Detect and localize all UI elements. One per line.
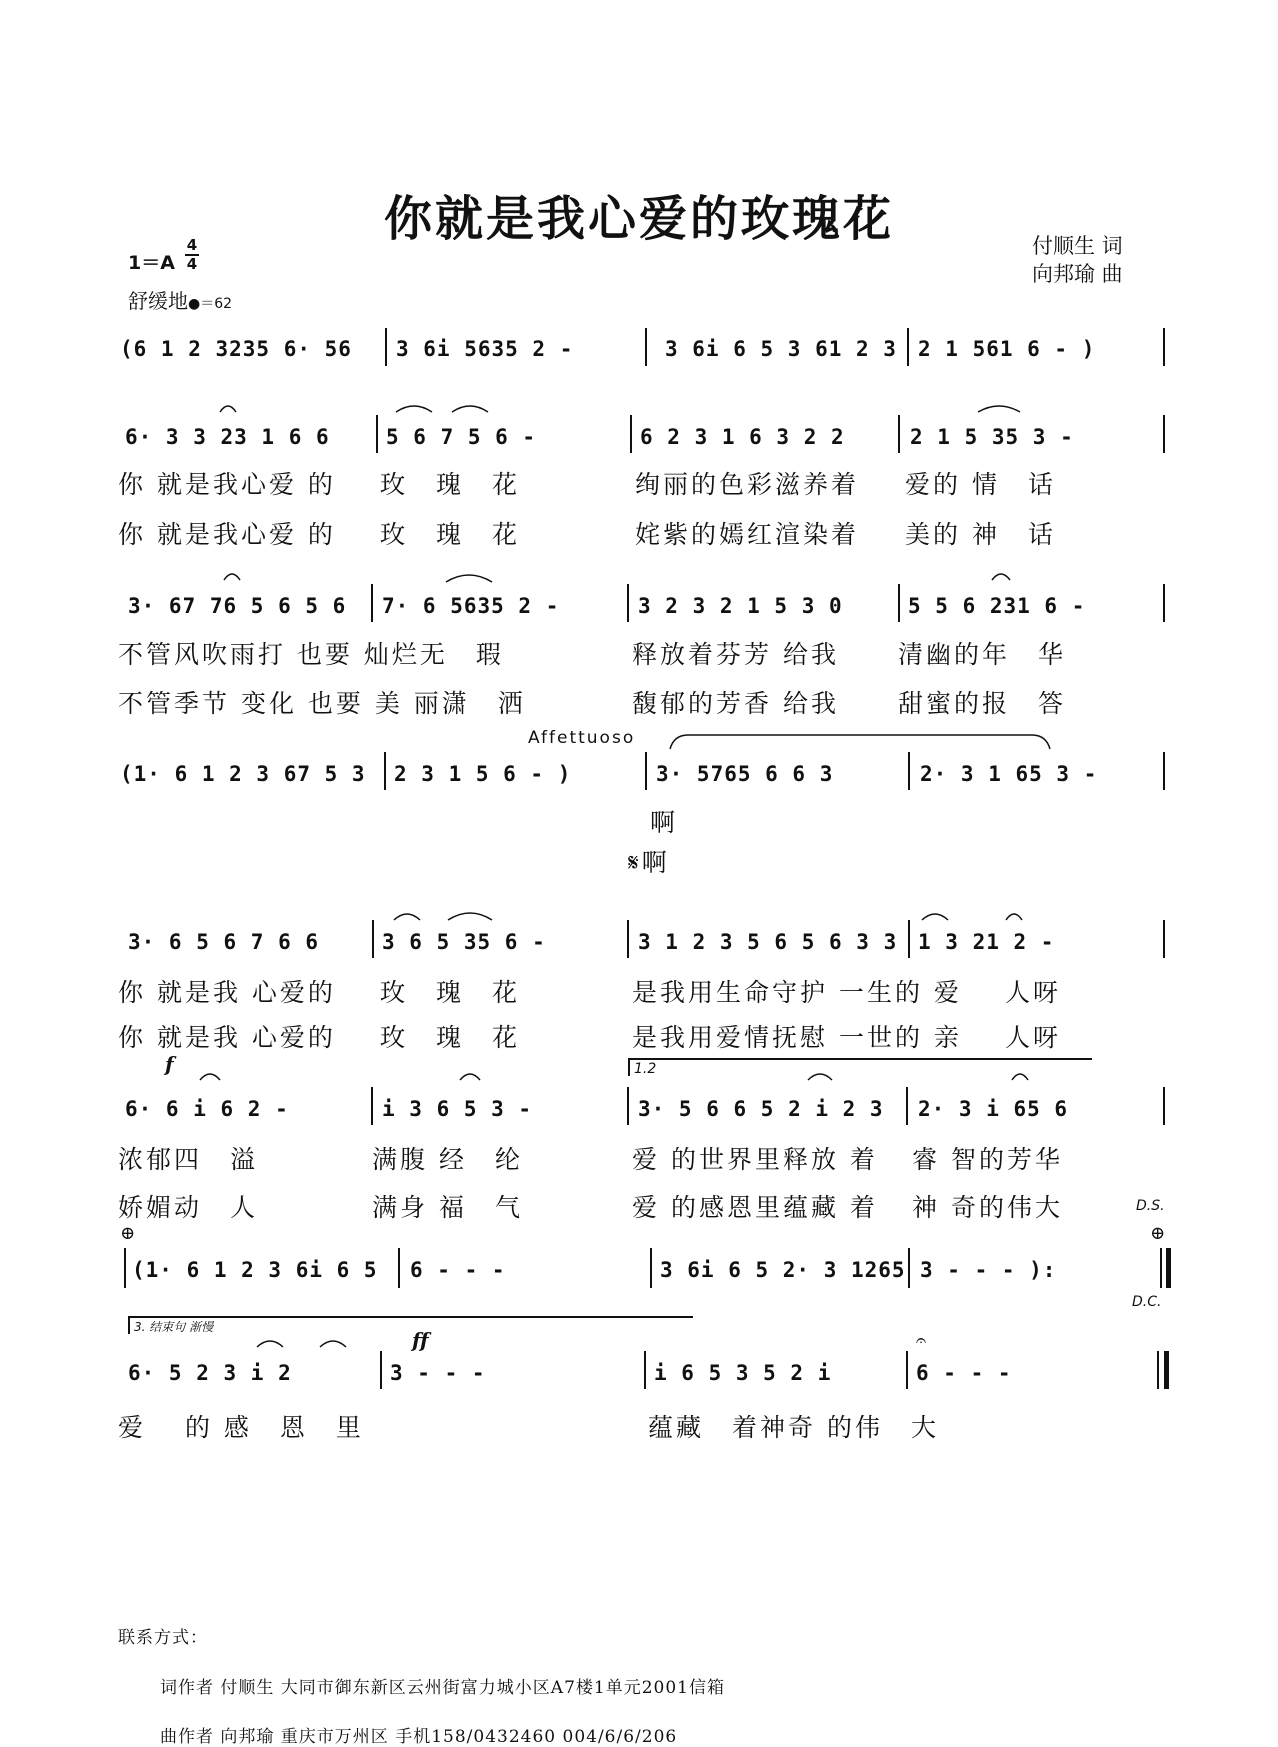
slur: [394, 400, 434, 414]
fermata-slur: [990, 568, 1012, 582]
lyric-verse-1: 玫 瑰 花: [380, 978, 521, 1007]
lyric-verse-2: 不管季节 变化 也要 美 丽潇 洒: [118, 689, 526, 718]
lyric-verse-1: 释放着芬芳 给我: [632, 640, 839, 669]
barline: [1163, 415, 1165, 453]
fermata-slur: [1010, 1068, 1030, 1082]
volta-bracket-hook: [128, 1316, 130, 1334]
measure-7-3: 3 6i 6 5 2· 3 1265: [660, 1258, 906, 1282]
barline: [908, 1248, 910, 1288]
lyricist-credit: 付顺生 词: [1032, 234, 1123, 258]
barline: [1157, 1351, 1159, 1389]
measure-4-3: 3· 5765 6 6 3: [656, 762, 834, 786]
measure-5-1: 3· 6 5 6 7 6 6: [128, 930, 320, 954]
lyric-verse-1: 浓郁四 溢: [118, 1145, 259, 1174]
measure-2-2: 5 6 7 5 6 -: [386, 425, 537, 449]
barline: [124, 1248, 126, 1288]
slur: [806, 1068, 834, 1082]
measure-1-4: 2 1 561 6 - ): [918, 337, 1096, 361]
fermata-slur: [222, 568, 242, 582]
lyric-verse-2: 爱 的感恩里蕴藏 着: [632, 1193, 878, 1222]
lyric-verse-2: 𝄋啊: [628, 848, 670, 877]
slur: [318, 1335, 348, 1349]
barline: [644, 1351, 646, 1389]
measure-8-4: 6 - - -: [916, 1361, 1012, 1385]
measure-3-1: 3· 67 76 5 6 5 6: [128, 594, 347, 618]
measure-1-1: (6 1 2 3235 6· 56: [120, 337, 352, 361]
measure-7-4: 3 - - - ):: [920, 1258, 1057, 1282]
lyric-verse-2: 甜蜜的报 答: [898, 689, 1067, 718]
slur: [458, 1068, 482, 1082]
lyric-verse-2: 娇媚动 人: [118, 1193, 259, 1222]
barline: [906, 1351, 908, 1389]
lyric-verse-1: 人呀: [1005, 978, 1062, 1007]
measure-3-2: 7· 6 5635 2 -: [382, 594, 560, 618]
key-signature: 1＝A: [128, 252, 175, 274]
barline: [1163, 1087, 1165, 1125]
measure-5-3: 3 1 2 3 5 6 5 6 3 3: [638, 930, 898, 954]
lyric-verse-1: 睿 智的芳华: [912, 1145, 1063, 1174]
composer-credit: 向邦瑜 曲: [1032, 262, 1123, 286]
lyric-verse-1: 清幽的年 华: [898, 640, 1067, 669]
lyric-verse-2: 美的 神 话: [905, 520, 1056, 549]
barline: [1160, 1248, 1162, 1288]
lyric-verse-1: 不管风吹雨打 也要 灿烂无 瑕: [118, 640, 504, 669]
final-barline: [1164, 1351, 1169, 1389]
barline: [645, 752, 647, 790]
lyric-verse-1: 是我用生命守护 一生的 爱: [632, 978, 962, 1007]
dal-segno-marking: D.S.: [1136, 1198, 1165, 1214]
measure-6-4: 2· 3 i 65 6: [918, 1097, 1069, 1121]
volta-label: 1.2: [634, 1061, 657, 1077]
lyric-verse-2: 是我用爱情抚慰 一世的 亲: [632, 1023, 962, 1052]
measure-7-2: 6 - - -: [410, 1258, 506, 1282]
quarter-note-icon: ●: [188, 296, 201, 312]
slur: [976, 400, 1022, 414]
barline: [385, 328, 387, 366]
barline: [372, 920, 374, 958]
barline: [630, 415, 632, 453]
barline: [627, 584, 629, 622]
barline: [907, 328, 909, 366]
barline: [650, 1248, 652, 1288]
barline: [627, 920, 629, 958]
tempo-text: 舒缓地: [128, 289, 188, 313]
measure-8-2: 3 - - -: [390, 1361, 486, 1385]
lyric-verse-2: 你 就是我 心爱的: [118, 1023, 336, 1052]
coda-icon: ⊕: [120, 1223, 136, 1244]
measure-5-4: 1 3 21 2 -: [918, 930, 1055, 954]
measure-2-4: 2 1 5 35 3 -: [910, 425, 1074, 449]
barline: [645, 328, 647, 366]
slur: [255, 1335, 285, 1349]
measure-1-3: 3 6i 6 5 3 61 2 3: [665, 337, 897, 361]
slur: [444, 568, 494, 584]
lyric-verse-2: 人呀: [1005, 1023, 1062, 1052]
barline: [1163, 752, 1165, 790]
barline: [1163, 920, 1165, 958]
final-barline: [1166, 1248, 1171, 1288]
time-signature: [185, 238, 199, 272]
measure-8-3: i 6 5 3 5 2 i: [654, 1361, 832, 1385]
contact-label: 联系方式：: [118, 1628, 208, 1648]
expression-marking: Affettuoso: [528, 728, 636, 748]
measure-3-4: 5 5 6 231 6 -: [908, 594, 1086, 618]
barline: [384, 752, 386, 790]
lyric-verse-1: 啊: [650, 808, 679, 837]
fermata-slur: [218, 400, 238, 414]
measure-2-1: 6· 3 3 23 1 6 6: [125, 425, 330, 449]
slur: [450, 400, 490, 414]
measure-1-2: 3 6i 5635 2 -: [396, 337, 574, 361]
phrase-slur: [668, 733, 1052, 751]
contact-composer: 曲作者 向邦瑜 重庆市万州区 手机158/0432460 004/6/6/206: [160, 1727, 678, 1747]
time-signature-bottom: 4: [186, 255, 198, 273]
measure-4-1: (1· 6 1 2 3 67 5 3: [120, 762, 366, 786]
dynamic-marking: f: [165, 1052, 174, 1076]
lyric-verse-2: 玫 瑰 花: [380, 1023, 521, 1052]
barline: [908, 920, 910, 958]
measure-5-2: 3 6 5 35 6 -: [382, 930, 546, 954]
lyric-verse-2: 馥郁的芳香 给我: [632, 689, 839, 718]
lyric-verse-2: 玫 瑰 花: [380, 520, 521, 549]
slur: [392, 908, 422, 922]
volta-bracket-hook: [628, 1058, 630, 1076]
lyric-verse-1: 爱 的世界里释放 着: [632, 1145, 878, 1174]
measure-6-3: 3· 5 6 6 5 2 i 2 3: [638, 1097, 884, 1121]
barline: [1163, 328, 1165, 366]
barline: [371, 1087, 373, 1125]
measure-7-1: (1· 6 1 2 3 6i 6 5: [132, 1258, 378, 1282]
measure-8-1: 6· 5 2 3 i 2: [128, 1361, 292, 1385]
fermata-slur: [1004, 908, 1024, 922]
lyric-verse-1: 爱的 情 话: [905, 470, 1056, 499]
slur: [198, 1068, 222, 1082]
tempo-value: ＝62: [200, 296, 233, 312]
barline: [398, 1248, 400, 1288]
lyric-verse-2: 满身 福 气: [372, 1193, 523, 1222]
page-title: 你就是我心爱的玫瑰花: [383, 191, 894, 247]
measure-4-4: 2· 3 1 65 3 -: [920, 762, 1098, 786]
lyric-verse-1: 满腹 经 纶: [372, 1145, 523, 1174]
lyric-verse-2: 姹紫的嫣红渲染着: [635, 520, 860, 549]
lyric-verse-1: 你 就是我心爱 的: [118, 470, 336, 499]
lyric-verse-2: 你 就是我心爱 的: [118, 520, 336, 549]
da-capo-marking: D.C.: [1132, 1294, 1162, 1310]
time-signature-top: 4: [186, 236, 198, 254]
slur: [446, 906, 494, 922]
barline: [376, 415, 378, 453]
barline: [898, 584, 900, 622]
measure-4-2: 2 3 1 5 6 - ): [394, 762, 572, 786]
lyric-verse-1: 你 就是我 心爱的: [118, 978, 336, 1007]
slur: [920, 908, 950, 922]
volta-bracket-line: [628, 1058, 1092, 1060]
lyric-verse-2: 神 奇的伟大: [912, 1193, 1063, 1222]
lyric-verse-1: 蕴藏 着神奇 的伟 大: [648, 1413, 939, 1442]
coda-icon: ⊕: [1150, 1223, 1166, 1244]
barline: [380, 1351, 382, 1389]
tempo-marking: [128, 285, 232, 314]
contact-lyricist: 词作者 付顺生 大同市御东新区云州街富力城小区A7楼1单元2001信箱: [160, 1678, 725, 1698]
barline: [898, 415, 900, 453]
measure-3-3: 3 2 3 2 1 5 3 0: [638, 594, 843, 618]
barline: [908, 752, 910, 790]
measure-2-3: 6 2 3 1 6 3 2 2: [640, 425, 845, 449]
measure-6-1: 6· 6 i 6 2 -: [125, 1097, 289, 1121]
barline: [906, 1087, 908, 1125]
fermata-icon: 𝄐: [916, 1330, 927, 1351]
volta-label: 3. 结束句 渐慢: [134, 1320, 214, 1334]
dynamic-marking: ff: [412, 1328, 429, 1352]
barline: [627, 1087, 629, 1125]
measure-6-2: i 3 6 5 3 -: [382, 1097, 533, 1121]
barline: [1163, 584, 1165, 622]
barline: [371, 584, 373, 622]
lyric-verse-1: 爱 的 感 恩 里: [118, 1413, 364, 1442]
lyric-verse-1: 绚丽的色彩滋养着: [635, 470, 860, 499]
lyric-verse-1: 玫 瑰 花: [380, 470, 521, 499]
